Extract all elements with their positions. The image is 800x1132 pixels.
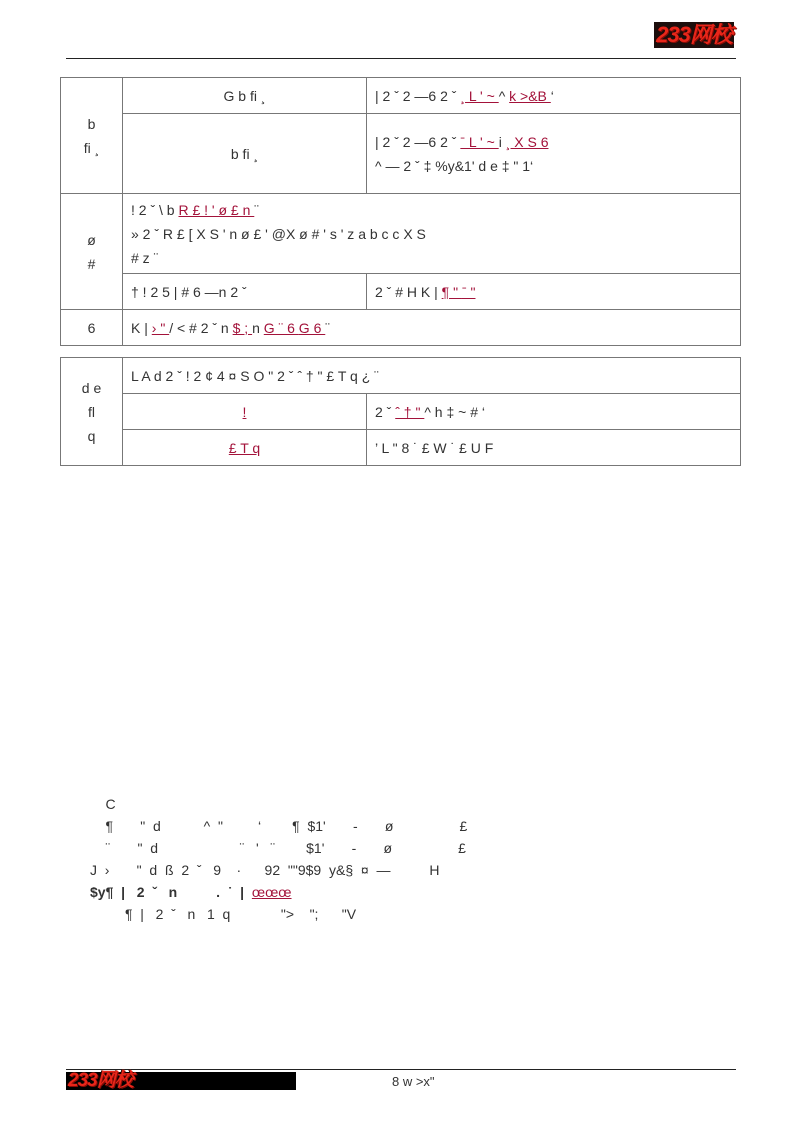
table-row <box>61 310 741 346</box>
table-cell: 2 ˇ ˆ † " ^ h ‡ ~ # ‘ <box>367 394 741 430</box>
note-line: ¶ " d ^ " ‘ ¶ $1' - ø £ <box>90 818 468 834</box>
footer-rule <box>66 1069 736 1070</box>
page-number: 8 w >x" <box>392 1074 435 1089</box>
note-line: J › " d ß 2 ˇ 9 · 92 ""9$9 y&§ ¤ — H <box>90 862 440 878</box>
table-2 <box>60 357 741 466</box>
table-cell: | 2 ˇ 2 —6 2 ˇ ˉ L ' ~ i ¸ X S 6 ^ — 2 ˇ ‡ %y&1' d e ‡ " 1‘ <box>367 114 741 194</box>
table-cell: b fi ¸ <box>123 114 367 194</box>
table-cell: ! 2 ˇ \ b R £ ! ' ø £ n ¨ » 2 ˇ R £ [ X S ' n ø £ ' @X ø # ' s ' z a b c c X S # z ¨ <box>123 194 741 274</box>
table-cell: K | › " / < # 2 ˇ n $ ; n G ¨ 6 G 6 ¨ <box>123 310 741 346</box>
table-cell: G b fi ¸ <box>123 78 367 114</box>
row-label: d e fl q <box>61 358 123 466</box>
note-line: $y¶ | 2 ˇ n . ˙ | œœœ <box>90 884 292 900</box>
row-label: b fi ¸ <box>61 78 123 194</box>
table-row <box>61 78 741 114</box>
table-cell: L A d 2 ˇ ! 2 ¢ 4 ¤ S O " 2 ˇ ˆ † " £ T q ¿ ¨ <box>123 358 741 394</box>
table-1 <box>60 77 741 346</box>
table-row <box>61 274 741 310</box>
table-cell: † ! 2 5 | # 6 —n 2 ˇ <box>123 274 367 310</box>
table-cell: 2 ˇ # H K | ¶ " ˉ " <box>367 274 741 310</box>
table-cell: £ T q <box>123 430 367 466</box>
footer-logo: 233网校 <box>68 1070 133 1091</box>
table-cell: ’ L " 8 ˙ £ W ˙ £ U F <box>367 430 741 466</box>
table-row <box>61 430 741 466</box>
note-link[interactable]: œœœ <box>251 884 292 900</box>
table-row <box>61 394 741 430</box>
table-row <box>61 194 741 274</box>
brand-logo: 233网校 <box>654 22 734 48</box>
table-row <box>61 114 741 194</box>
row-label: 6 <box>61 310 123 346</box>
note-line: ¨ " d ¨ ' ¨ $1' - ø £ <box>90 840 466 856</box>
notes-block <box>90 793 467 925</box>
note-line: C <box>90 796 116 812</box>
table-cell: ! <box>123 394 367 430</box>
table-row <box>61 358 741 394</box>
header-rule <box>66 58 736 59</box>
table-cell: | 2 ˇ 2 —6 2 ˇ ¸ L ' ~ ^ k >&B ‘ <box>367 78 741 114</box>
note-line: ¶ | 2 ˇ n 1 q "> "; "V <box>90 906 357 922</box>
row-label: ø # <box>61 194 123 310</box>
